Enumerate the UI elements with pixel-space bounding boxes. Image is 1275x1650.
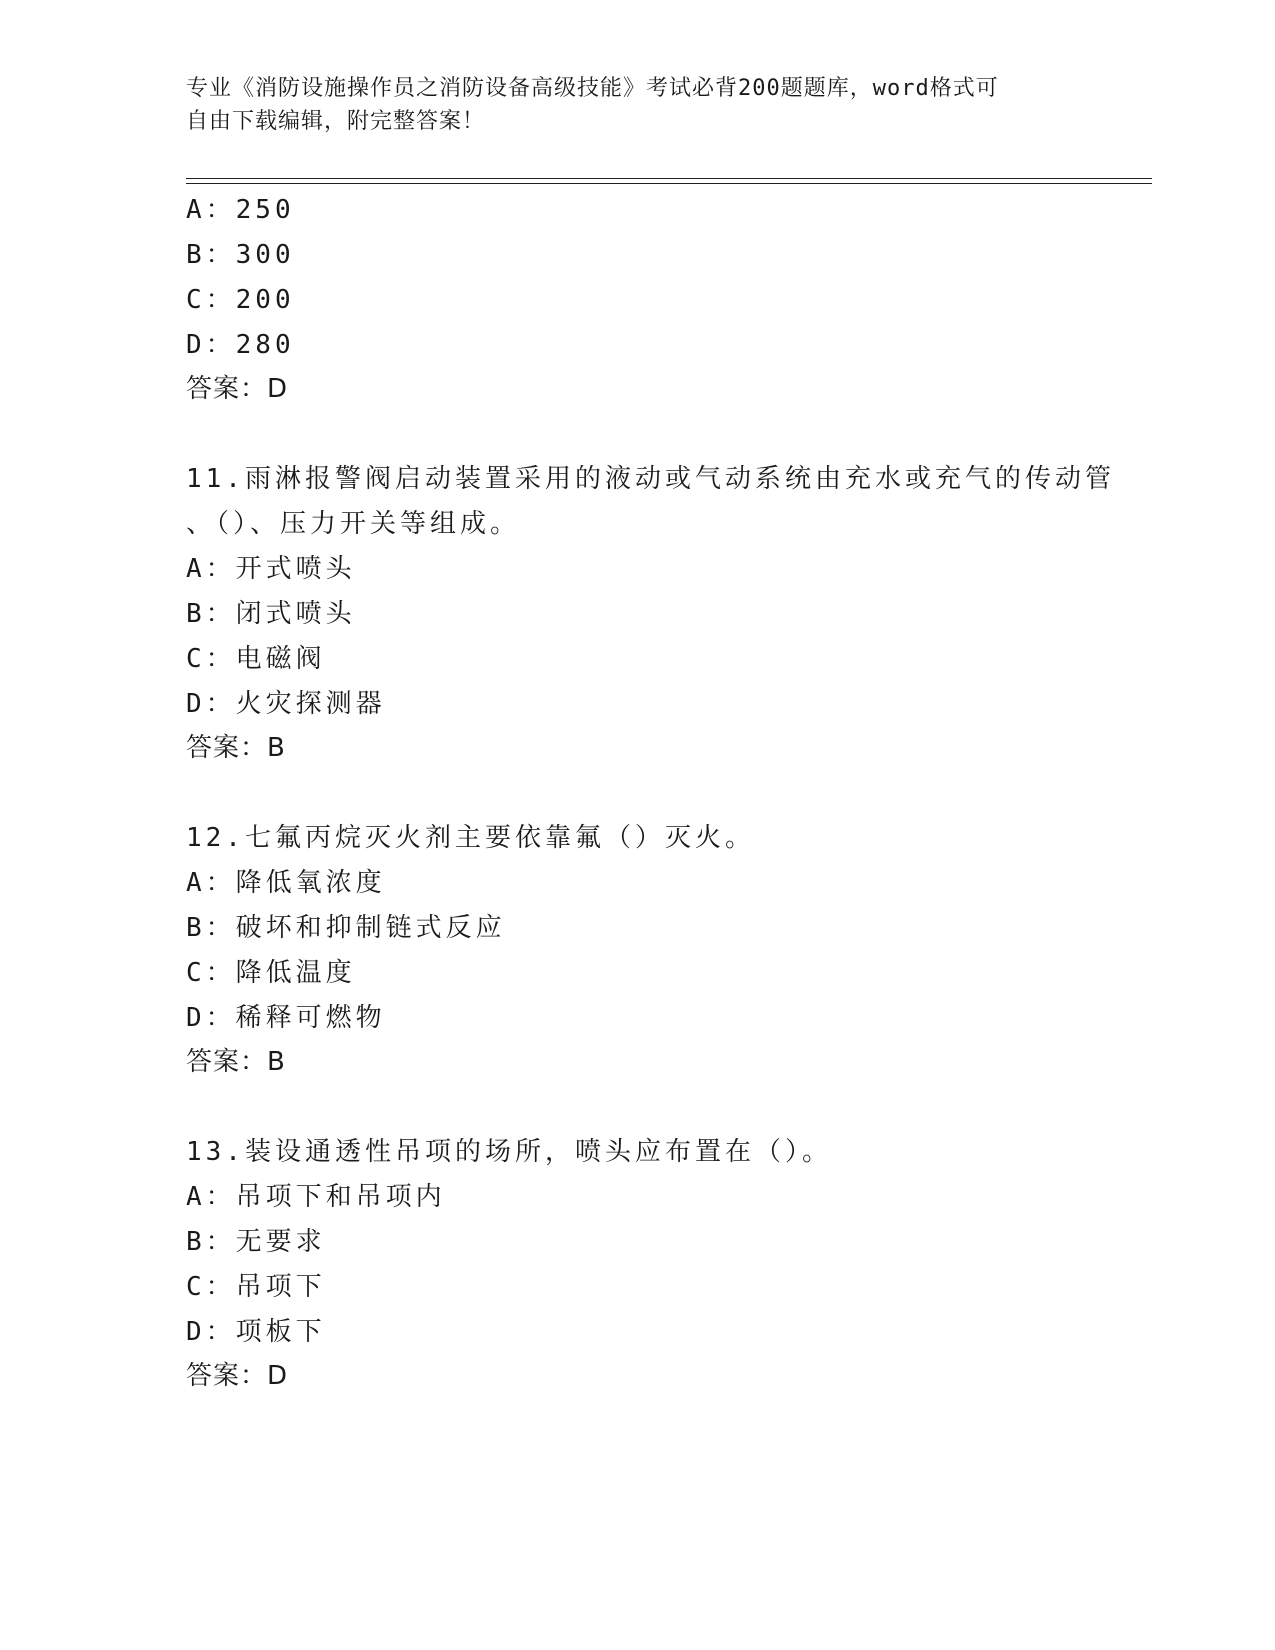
question-12-answer: 答案：B (186, 1047, 286, 1077)
header-line-1: 专业《消防设施操作员之消防设备高级技能》考试必背200题题库，word格式可 (186, 76, 999, 101)
question-11-option-a: A：开式喷头 (186, 554, 356, 584)
question-11-option-d: D：火灾探测器 (186, 689, 386, 719)
question-11-answer: 答案：B (186, 733, 286, 763)
question-13-option-c: C：吊项下 (186, 1272, 326, 1302)
question-12-option-c: C：降低温度 (186, 958, 356, 988)
question-11-option-c: C：电磁阀 (186, 644, 326, 674)
question-11-stem-line-2: 、（）、压力开关等组成。 (186, 509, 521, 539)
prev-answer: 答案：D (186, 374, 289, 404)
prev-option-b: B：300 (186, 240, 295, 270)
question-12-option-b: B：破坏和抑制链式反应 (186, 913, 506, 943)
document-header (186, 72, 1066, 138)
question-11-option-b: B：闭式喷头 (186, 599, 356, 629)
question-11-stem-line-1: 11.雨淋报警阀启动装置采用的液动或气动系统由充水或充气的传动管 (186, 464, 1115, 494)
question-13-option-d: D：项板下 (186, 1317, 326, 1347)
question-13-answer: 答案：D (186, 1361, 289, 1391)
prev-option-a: A：250 (186, 195, 295, 225)
prev-option-c: C：200 (186, 285, 295, 315)
prev-option-d: D：280 (186, 330, 295, 360)
header-divider-bottom (186, 183, 1152, 184)
header-divider-top (186, 178, 1152, 179)
question-12-stem: 12.七氟丙烷灭火剂主要依靠氟（）灭火。 (186, 823, 755, 853)
question-13-option-a: A：吊项下和吊项内 (186, 1182, 446, 1212)
question-13-option-b: B：无要求 (186, 1227, 326, 1257)
question-12-option-a: A：降低氧浓度 (186, 868, 386, 898)
question-13-stem: 13.装设通透性吊项的场所，喷头应布置在（）。 (186, 1137, 832, 1167)
question-12-option-d: D：稀释可燃物 (186, 1003, 386, 1033)
header-line-2: 自由下载编辑，附完整答案！ (186, 109, 486, 134)
